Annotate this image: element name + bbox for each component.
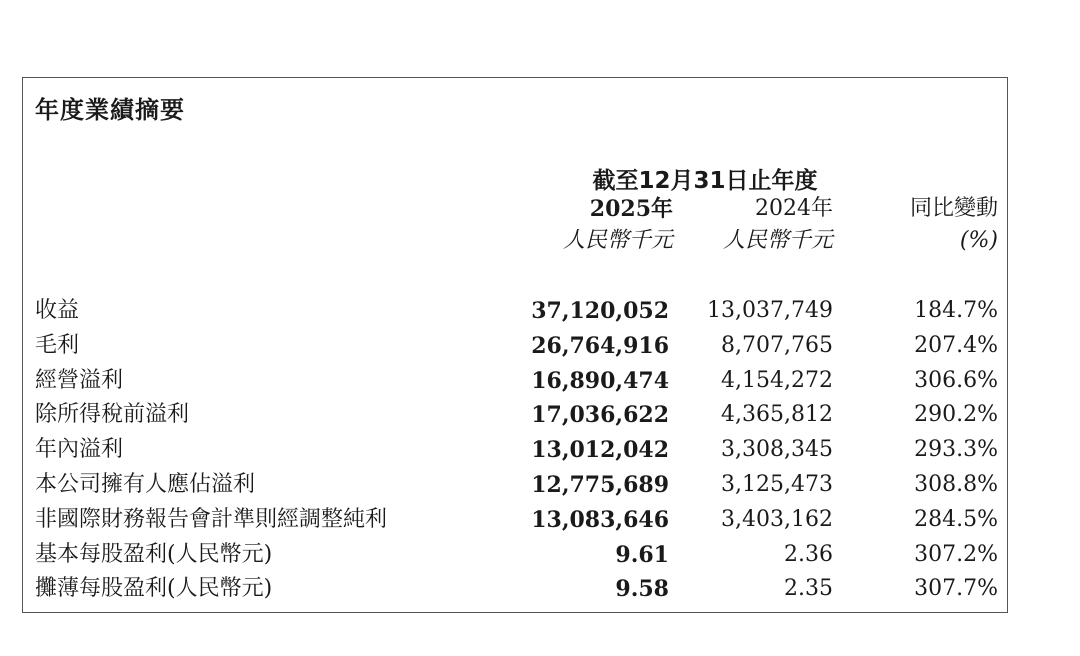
value-2025: 17,036,622: [531, 402, 669, 429]
column-unit-2024: 人民幣千元: [722, 228, 833, 253]
table-row: [23, 433, 1007, 468]
column-header-change: [853, 193, 998, 257]
value-change: 207.4%: [914, 332, 998, 358]
row-label: 毛利: [35, 332, 80, 358]
value-2025: 13,083,646: [531, 506, 669, 533]
value-change: 184.7%: [914, 298, 998, 323]
value-change: 308.8%: [914, 471, 998, 497]
table-row: [23, 503, 1007, 538]
table-row: [23, 468, 1007, 503]
value-2025: 37,120,052: [531, 298, 669, 324]
value-2025: 9.61: [615, 541, 669, 568]
table-row: [23, 572, 1007, 607]
row-label: 收益: [35, 298, 80, 323]
value-2024: 2.36: [784, 541, 833, 567]
value-2024: 4,365,812: [721, 402, 833, 428]
row-label: 經營溢利: [35, 367, 124, 393]
row-label: 非國際財務報告會計準則經調整純利: [35, 506, 388, 532]
value-2025: 9.58: [615, 576, 669, 603]
column-change-unit: (%): [959, 228, 998, 253]
period-header: 截至12月31日止年度: [592, 168, 818, 194]
table-row: [23, 294, 1007, 329]
value-change: 284.5%: [914, 506, 998, 532]
value-2025: 16,890,474: [531, 367, 669, 394]
value-change: 290.2%: [914, 402, 998, 428]
row-label: 除所得稅前溢利: [35, 402, 190, 428]
value-2024: 4,154,272: [721, 367, 833, 393]
row-label: 基本每股盈利(人民幣元): [35, 541, 273, 567]
table-body: [23, 294, 1007, 607]
column-change-label: 同比變動: [909, 196, 998, 221]
table-row: [23, 398, 1007, 433]
value-change: 293.3%: [914, 437, 998, 463]
value-2024: 3,308,345: [721, 437, 833, 463]
row-label: 年內溢利: [35, 437, 124, 463]
value-2025: 12,775,689: [531, 471, 669, 498]
results-summary-table: [22, 77, 1008, 613]
value-change: 307.7%: [914, 576, 998, 602]
value-2024: 13,037,749: [707, 298, 833, 323]
row-label: 攤薄每股盈利(人民幣元): [35, 576, 273, 602]
value-change: 307.2%: [914, 541, 998, 567]
value-2024: 3,403,162: [721, 506, 833, 532]
table-row: [23, 329, 1007, 364]
value-2024: 3,125,473: [721, 471, 833, 497]
row-label: 本公司擁有人應佔溢利: [35, 471, 256, 497]
value-2024: 8,707,765: [721, 332, 833, 358]
column-year-2024: 2024年: [755, 196, 833, 221]
value-2025: 26,764,916: [531, 332, 669, 359]
table-row: [23, 364, 1007, 399]
value-2025: 13,012,042: [531, 437, 669, 464]
table-row: [23, 538, 1007, 573]
value-change: 306.6%: [914, 367, 998, 393]
column-header-2024: [693, 193, 833, 257]
value-2024: 2.35: [784, 576, 833, 602]
table-title: 年度業績摘要: [35, 96, 185, 124]
column-header-2025: [533, 193, 673, 257]
column-unit-2025: 人民幣千元: [562, 228, 673, 253]
column-year-2025: 2025年: [589, 196, 673, 222]
